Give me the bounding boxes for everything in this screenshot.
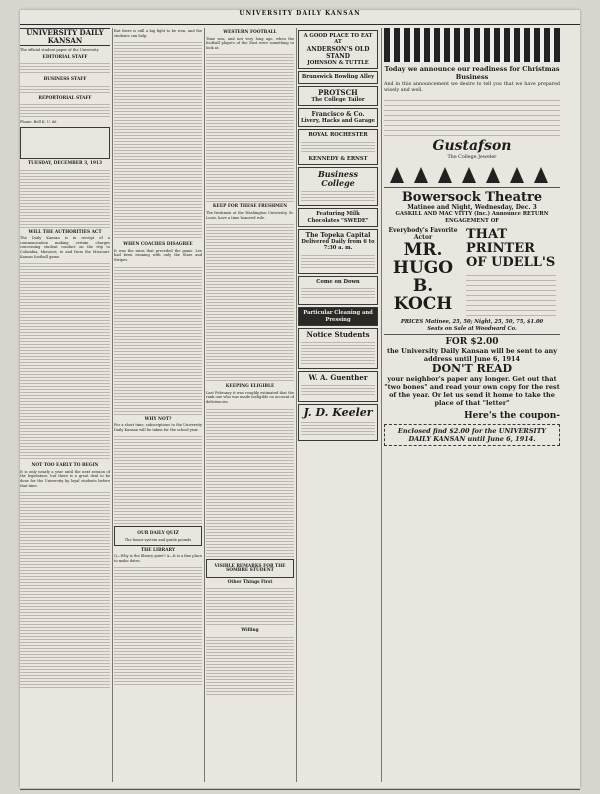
dont-read: DON'T READ — [431, 362, 513, 376]
ad-guenther — [298, 371, 378, 402]
remarks-box — [206, 559, 294, 578]
footer-rule — [20, 789, 580, 790]
article-text: It was the rains that preceded the game. Lee had been running with only the Stars and Stripes. — [114, 248, 202, 262]
theatre-announcement: GASKILL AND MAC VITTY (Inc.) Announce RETURN ENGAGEMENT OF — [395, 211, 549, 224]
ad-subtitle: The College Tailor — [311, 96, 365, 103]
ad-name: Business College — [317, 169, 359, 189]
ad-name: Francisco & Co. — [311, 111, 365, 119]
tree-row — [384, 165, 560, 183]
article-text: Last February it was roughly estimated that the rank one who was made ineligible on account of deficiencies. — [206, 390, 294, 404]
ad-come-on-down — [298, 276, 378, 305]
tree-icon — [462, 167, 476, 183]
article-text — [206, 407, 294, 557]
coupon-label: Here's the coupon- — [464, 411, 560, 422]
article-heading: WESTERN FOOTBALL — [223, 30, 277, 35]
ad-name: W. A. Guenther — [308, 373, 368, 383]
ad-keeler — [298, 404, 378, 441]
ad-name: ROYAL ROCHESTER — [308, 132, 368, 139]
article-heading: KEEP FOR THESE FRESHMEN — [212, 204, 288, 210]
tree-icon — [390, 167, 404, 183]
article-text: But there is still a big fight to be won, and the students can help. — [114, 29, 202, 38]
ad-name: Brunswick Bowling Alley — [301, 74, 375, 81]
reporter-list — [20, 102, 110, 118]
business-staff-heading: BUSINESS STAFF — [43, 77, 87, 83]
notice-box — [20, 127, 110, 159]
tree-icon — [438, 167, 452, 183]
remarks-subheading: Other Things First — [227, 579, 273, 585]
ad-francisco — [298, 108, 378, 127]
quiz-text — [114, 565, 202, 685]
play-description — [466, 271, 556, 317]
quiz-subheading: The honor system and grade pounds — [124, 537, 192, 542]
phone-line: Phone: Bell K. U. 66 — [20, 120, 57, 125]
christmas-text — [384, 96, 560, 136]
header-rule — [20, 24, 580, 25]
gustafson-subtitle: The College Jeweler — [447, 155, 497, 160]
ad-name: PROTSCH — [318, 87, 358, 97]
ad-text — [301, 340, 375, 364]
date-line: TUESDAY, DECEMBER 3, 1913 — [27, 160, 103, 166]
coupon-box[interactable] — [384, 424, 560, 446]
ad-rochester — [298, 129, 378, 165]
hugo-koch-right — [466, 228, 556, 319]
ad-cleaning — [298, 307, 378, 326]
article-heading: KEEPING ELIGIBLE — [225, 384, 275, 390]
tree-icon — [486, 167, 500, 183]
ad-name: Particular Cleaning and Pressing — [303, 310, 373, 323]
editorial-text — [20, 490, 110, 690]
hugo-koch-left — [384, 228, 462, 319]
quiz-box — [114, 526, 202, 545]
page-header: UNIVERSITY DAILY KANSAN — [239, 10, 361, 17]
christmas-banner — [384, 28, 560, 62]
tree-icon — [510, 167, 524, 183]
seats: Seats on Sale at Woodward Co. — [427, 325, 517, 332]
ad-text — [301, 140, 375, 154]
subscription-offer: the University Daily Kansan will be sent to any address until June 6, 1914 — [386, 347, 558, 364]
remarks-text — [206, 635, 294, 695]
theatre-title: Bowersock Theatre — [401, 190, 543, 205]
ad-topeka-capital — [298, 229, 378, 274]
article-text: For a short time, subscriptions to the University Daily Kansan will be taken for the school year. — [114, 423, 202, 432]
ad-protsch — [298, 86, 378, 106]
column-divider — [296, 28, 297, 782]
hugo: HUGO — [392, 258, 454, 279]
hugo-koch-ad — [384, 228, 560, 319]
gustafson-logo: Gustafson — [432, 138, 512, 154]
ad-name: Come on Down — [316, 278, 360, 285]
section-divider — [384, 334, 560, 335]
column-5 — [384, 28, 560, 782]
column-2 — [114, 28, 202, 782]
staff-list — [20, 61, 110, 75]
prices: PRICES Matinee, 25, 50; Night, 25, 50, 75, $1.00 — [400, 319, 544, 326]
coupon-text: Enclosed find $2.00 for the UNIVERSITY DAILY KANSAN until June 6, 1914. — [397, 427, 547, 444]
ad-proprietors: JOHNSON & TUTTLE — [307, 59, 369, 66]
ad-chocolates — [298, 208, 378, 227]
remarks-heading: VISIBLE REMARKS FOR THE SOMBRE STUDENT — [214, 563, 286, 574]
editorial-staff-heading: EDITORIAL STAFF — [42, 54, 88, 60]
ad-subtitle: Delivered Daily from 6 to 7:30 a. m. — [301, 239, 375, 252]
ad-text — [301, 383, 375, 397]
column-divider — [204, 28, 205, 782]
article-heading: THE LIBRARY — [140, 547, 176, 553]
article-heading: WHY NOT? — [144, 416, 172, 422]
quiz-text: Q—Why is the library quiet? A—It is a fine place to make dates. — [114, 554, 202, 563]
ad-bowling — [298, 71, 378, 83]
ad-name: Notice Students — [306, 330, 370, 340]
ad-name: J. D. Keeler — [303, 406, 373, 420]
ad-subtitle: Livery, Hacks and Garage — [301, 118, 375, 125]
ad-name: ANDERSON'S OLD STAND — [306, 45, 370, 60]
column-divider — [381, 28, 382, 782]
ad-notice-students — [298, 328, 378, 369]
tree-icon — [414, 167, 428, 183]
for-two-dollars: FOR $2.00 — [445, 337, 499, 348]
column-1 — [20, 28, 110, 782]
editorial-heading: WILL THE AUTHORITIES ACT — [28, 229, 102, 235]
column-3 — [206, 28, 294, 782]
ad-text — [301, 253, 375, 269]
article-text — [114, 40, 202, 240]
column-divider — [112, 28, 113, 782]
ad-text — [301, 420, 375, 436]
ad-text — [301, 286, 375, 300]
ad-text — [301, 189, 375, 201]
masthead: UNIVERSITY DAILY KANSAN — [20, 28, 110, 46]
remarks-text — [206, 586, 294, 626]
christmas-text: And in this announcement we desire to tell you that we have prepared wisely and well. — [384, 82, 560, 93]
article-heading: WHEN COACHES DISAGREE — [123, 242, 193, 248]
reportorial-staff-heading: REPORTORIAL STAFF — [38, 95, 92, 101]
article-text — [114, 265, 202, 415]
article-text — [206, 52, 294, 202]
article-text — [206, 222, 294, 382]
b: B. — [412, 276, 434, 297]
ad-title: A GOOD PLACE TO EAT AT — [303, 33, 373, 46]
section-divider — [384, 187, 560, 188]
editorial-heading: NOT TOO EARLY TO BEGIN — [31, 463, 99, 469]
printer-of-udells: PRINTER OF UDELL'S — [466, 241, 556, 271]
editorial-body: It is only nearly a year until the next session of the legislature, but there is a great deal to be done for the University by loyal students before that time. — [20, 469, 110, 488]
ad-name: The Topeka Capital — [305, 232, 371, 240]
article-text — [114, 434, 202, 524]
ad-name: Featuring Milk Chocolates "SWEDE" — [307, 211, 369, 224]
ad-andersons — [298, 30, 378, 69]
christmas-heading: Today we announce our readiness for Christmas Business — [384, 65, 560, 81]
article-text: Time was, and not very long ago, when the football players of the East were something to look at. — [206, 36, 294, 50]
article-text: The freshmen at the Washington University, St. Louis, have a time honored rule. — [206, 210, 294, 220]
quiz-heading: OUR DAILY QUIZ — [137, 531, 179, 537]
ad-business-college — [298, 167, 378, 206]
tree-icon — [534, 167, 548, 183]
ad-proprietors: KENNEDY & ERNST — [308, 155, 368, 162]
dont-read-body: your neighbor's paper any longer. Get out that "two bones" and read your own copy for the rest of the year. Or let us send it home to take the place of that "letter" — [384, 375, 560, 408]
editorial-body: The Daily Kansan is in receipt of a communication making certain charges concerning student conduct on the trip to Columbia, Missouri, to and from the Missouri-Kansas football game. — [20, 236, 110, 259]
mr: MR. — [403, 240, 443, 261]
column-4-ads — [298, 28, 378, 782]
editorial-text — [20, 261, 110, 461]
remarks-subheading: Willing — [241, 628, 259, 634]
staff-line: The official student paper of the University — [20, 48, 99, 52]
that: THAT — [466, 227, 508, 243]
business-list — [20, 84, 110, 94]
favorite-actor: Everybody's Favorite Actor — [388, 227, 458, 241]
koch: KOCH — [393, 294, 453, 315]
editorial-text — [20, 168, 110, 228]
theatre-subtitle: Matinee and Night, Wednesday, Dec. 3 — [407, 204, 537, 211]
